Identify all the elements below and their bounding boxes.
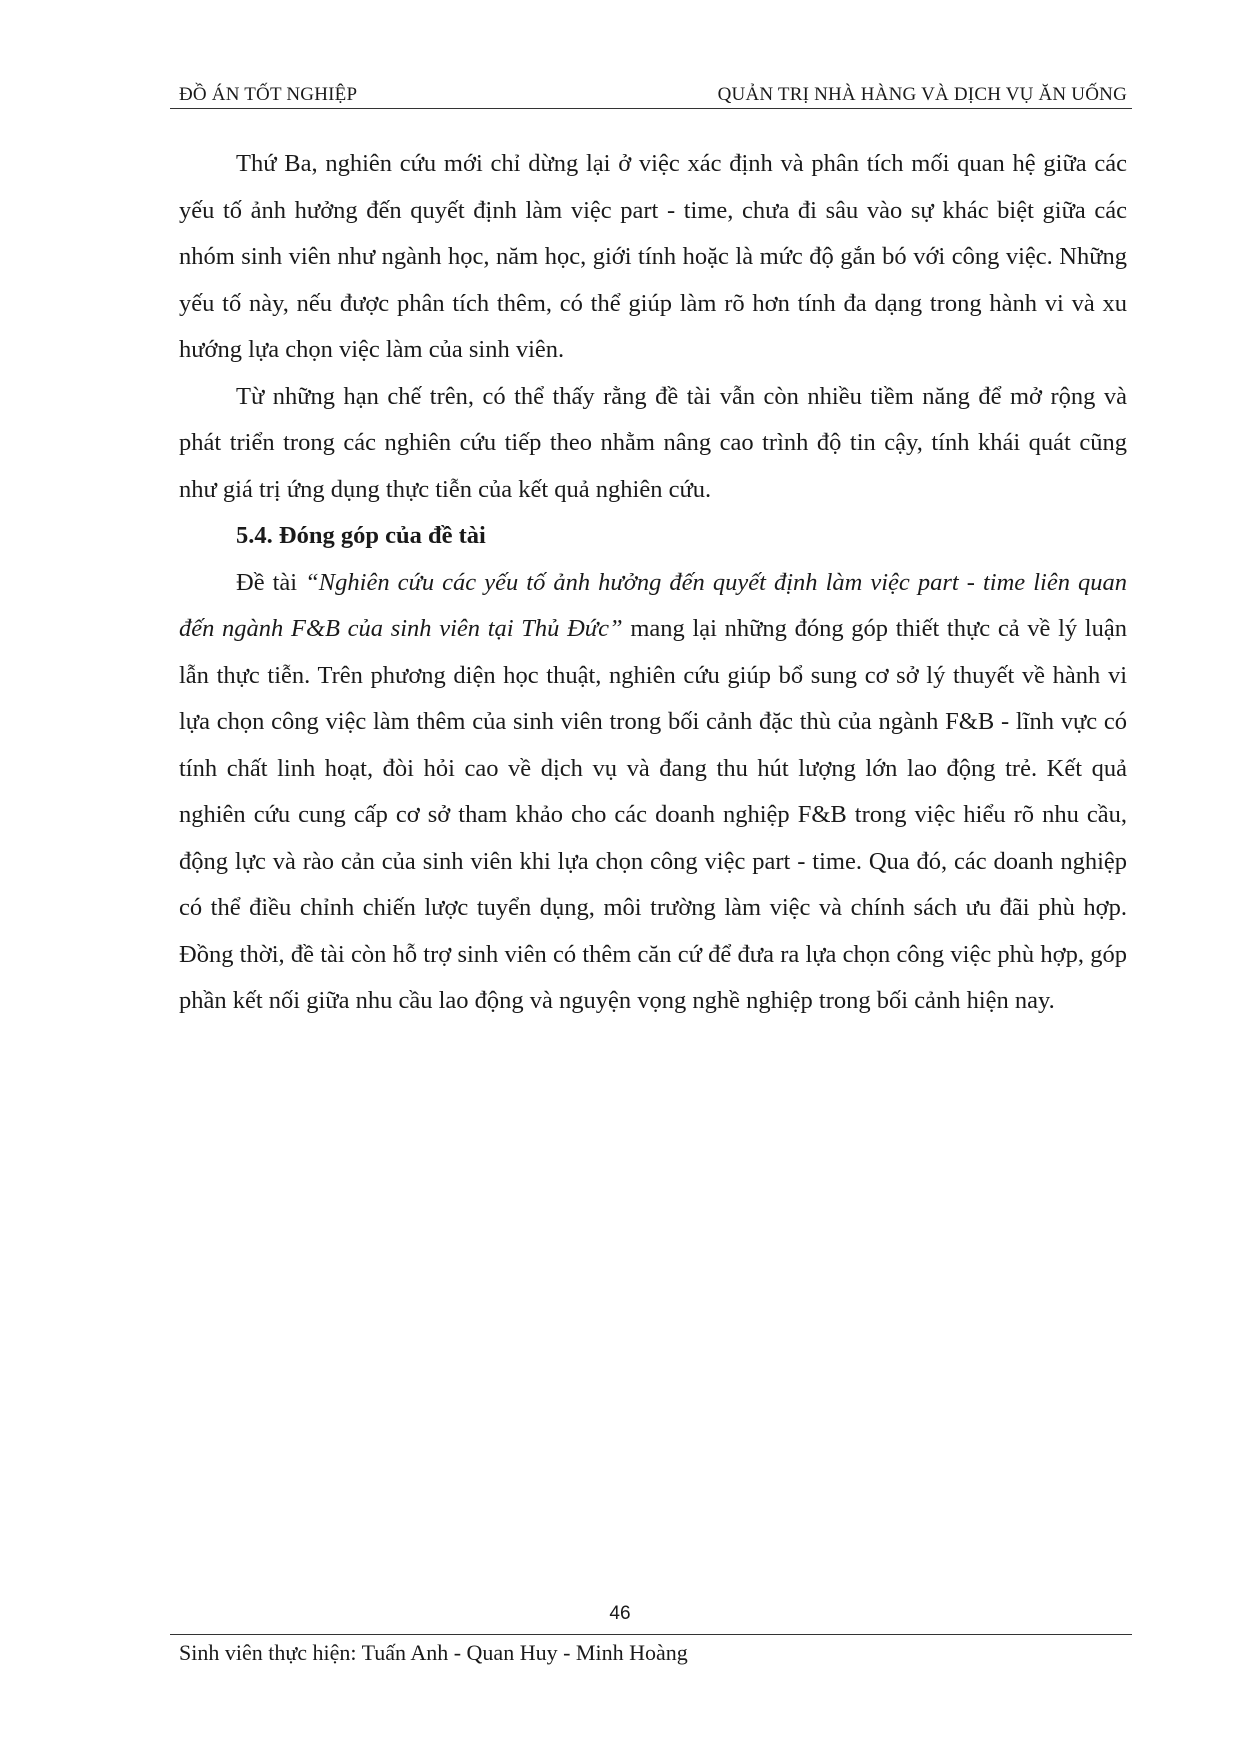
thesis-title-quote: “Nghiên cứu các yếu tố ảnh hưởng đến quyết định làm việc part - time liên quan đến ngành F&B của sinh viên tại Thủ Đức” — [179, 568, 1127, 642]
header-left-title: ĐỒ ÁN TỐT NGHIỆP — [179, 84, 358, 105]
page-number: 46 — [609, 1603, 631, 1624]
header-right-title: QUẢN TRỊ NHÀ HÀNG VÀ DỊCH VỤ ĂN UỐNG — [717, 84, 1127, 105]
page-footer: Sinh viên thực hiện: Tuấn Anh - Quan Huy - Minh Hoàng — [179, 1640, 688, 1665]
header-divider — [170, 108, 1132, 109]
footer-divider — [170, 1634, 1132, 1635]
section-heading: 5.4. Đóng góp của đề tài — [236, 522, 486, 549]
contribution-body: mang lại những đóng góp thiết thực cả về lý luận lẫn thực tiễn. Trên phương diện học thuật, nghiên cứu giúp bổ sung cơ sở lý thuyết về hành vi lựa chọn công việc làm thêm của sinh viên trong bối cảnh đặc thù của ngành F&B - lĩnh vực có tính chất linh hoạt, đòi hỏi cao về dịch vụ và đang thu hút lượng lớn lao động trẻ. Kết quả nghiên cứu cung cấp cơ sở tham khảo cho các doanh nghiệp F&B trong việc hiểu rõ nhu cầu, động lực và rào cản của sinh viên khi lựa chọn công việc part - time. Qua đó, các doanh nghiệp có thể điều chỉnh chiến lược tuyển dụng, môi trường làm việc và chính sách ưu đãi phù hợp. Đồng thời, đề tài còn hỗ trợ sinh viên có thêm căn cứ để đưa ra lựa chọn công việc phù hợp, góp phần kết nối giữa nhu cầu lao động và nguyện vọng nghề nghiệp trong bối cảnh hiện nay. — [179, 615, 1127, 1014]
paragraph-limitation-summary: Từ những hạn chế trên, có thể thấy rằng đề tài vẫn còn nhiều tiềm năng để mở rộng và phát triển trong các nghiên cứu tiếp theo nhằm nâng cao trình độ tin cậy, tính khái quát cũng như giá trị ứng dụng thực tiễn của kết quả nghiên cứu. — [179, 382, 1127, 503]
paragraph-limitation-three: Thứ Ba, nghiên cứu mới chỉ dừng lại ở việc xác định và phân tích mối quan hệ giữa các yếu tố ảnh hưởng đến quyết định làm việc part - time, chưa đi sâu vào sự khác biệt giữa các nhóm sinh viên như ngành học, năm học, giới tính hoặc là mức độ gắn bó với công việc. Những yếu tố này, nếu được phân tích thêm, có thể giúp làm rõ hơn tính đa dạng trong hành vi và xu hướng lựa chọn việc làm của sinh viên. — [179, 150, 1127, 363]
contribution-prefix: Đề tài — [236, 568, 306, 596]
page-header — [179, 76, 1127, 106]
page-body — [179, 141, 1127, 1025]
paragraph-contribution — [179, 560, 1127, 1025]
